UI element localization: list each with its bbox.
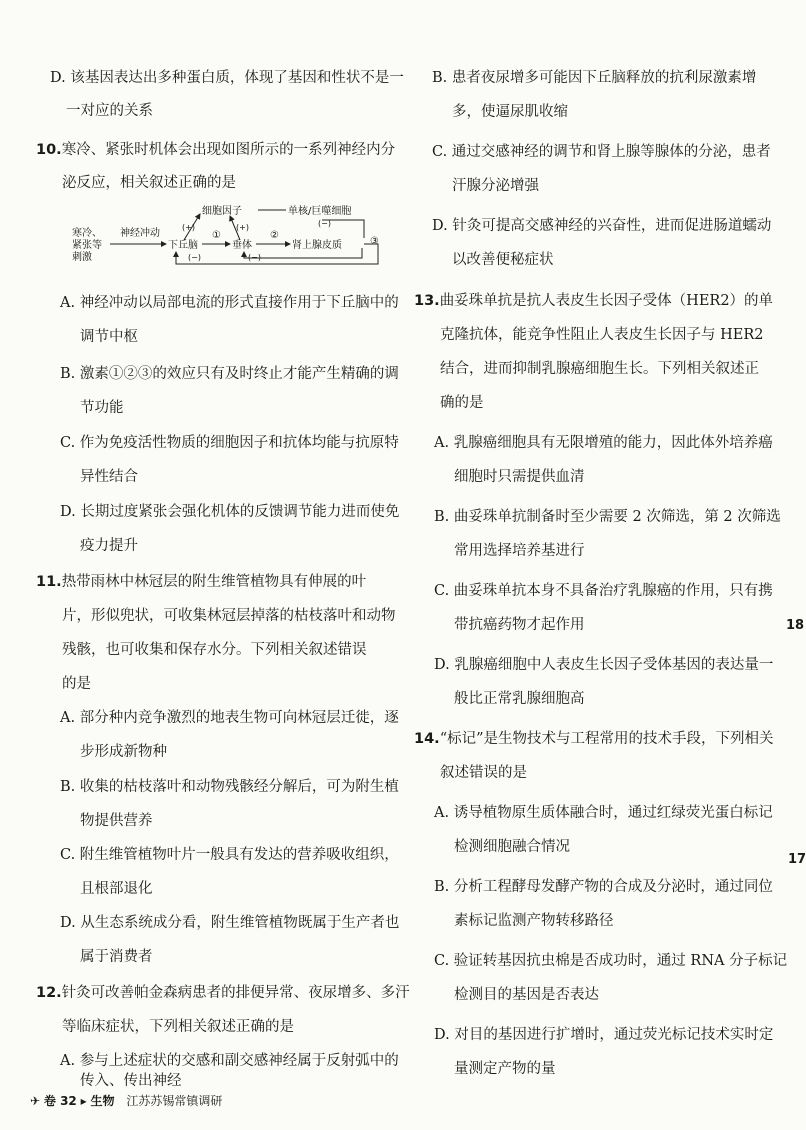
q13-option-b-line2: 常用选择培养基进行 — [454, 543, 585, 559]
q10-option-a-line1: A. 神经冲动以局部电流的形式直接作用于下丘脑中的 — [60, 295, 399, 311]
q12-option-c-line2: 汗腺分泌增强 — [452, 178, 539, 194]
q11-stem-line4: 的是 — [62, 676, 91, 692]
diagram-cytokine: 细胞因子 — [202, 206, 242, 217]
q11-number: 11. — [36, 574, 62, 590]
diagram-circle-1: ① — [212, 230, 221, 241]
q12-option-a-line1: A. 参与上述症状的交感和副交感神经属于反射弧中的 — [60, 1053, 399, 1069]
q13-option-c-line2: 带抗癌药物才起作用 — [454, 617, 585, 633]
q12-stem-line1: 12.针灸可改善帕金森病患者的排便异常、夜尿增多、多汗 — [36, 985, 410, 1001]
diagram-monocyte: 单核/巨噬细胞 — [288, 206, 352, 217]
q10-stem-line1: 10.寒冷、紧张时机体会出现如图所示的一系列神经内分 — [36, 142, 396, 158]
q10-number: 10. — [36, 142, 62, 158]
q12-option-b-line1: B. 患者夜尿增多可能因下丘脑释放的抗利尿激素增 — [432, 70, 757, 86]
q13-option-a-line2: 细胞时只需提供血清 — [454, 469, 585, 485]
q11-option-c-line1: C. 附生维管植物叶片一般具有发达的营养吸收组织， — [60, 847, 399, 863]
q12-stem-line2: 等临床症状，下列相关叙述正确的是 — [62, 1019, 294, 1035]
q11-option-a-line2: 步形成新物种 — [80, 744, 167, 760]
q12-option-a-line2: 传入、传出神经 — [80, 1073, 182, 1089]
q12-number: 12. — [36, 985, 62, 1001]
footer-page-label: 卷 32 — [43, 1094, 77, 1108]
q10-option-a-line2: 调节中枢 — [80, 329, 138, 345]
diagram-pituitary: 垂体 — [232, 240, 252, 251]
q10-option-b-line1: B. 激素①②③的效应只有及时终止才能产生精确的调 — [60, 366, 399, 382]
diagram-nerve-impulse: 神经冲动 — [120, 228, 160, 239]
q14-option-d-line1: D. 对目的基因进行扩增时，通过荧光标记技术实时定 — [434, 1027, 774, 1043]
q14-stem-line2: 叙述错误的是 — [440, 765, 527, 781]
q13-stem-line2: 克隆抗体，能竞争性阻止人表皮生长因子与 HER2 — [440, 327, 764, 343]
q14-option-c-line1: C. 验证转基因抗虫棉是否成功时，通过 RNA 分子标记 — [434, 953, 788, 969]
q12-option-d-line1: D. 针灸可提高交感神经的兴奋性，进而促进肠道蠕动 — [432, 218, 772, 234]
q11-option-d-line1: D. 从生态系统成分看，附生维管植物既属于生产者也 — [60, 915, 400, 931]
diagram-plus-1: (+) — [182, 223, 195, 232]
footer-subject: 生物 — [90, 1094, 115, 1108]
q10-option-c-line2: 异性结合 — [80, 469, 138, 485]
q10-option-b-line2: 节功能 — [80, 400, 124, 416]
q14-option-c-line2: 检测目的基因是否表达 — [454, 987, 599, 1003]
q10-option-d-line2: 疫力提升 — [80, 538, 138, 554]
diagram-plus-2: (+) — [236, 223, 249, 232]
diagram-stimulus-line3: 刺激 — [72, 252, 92, 263]
q13-stem-line1: 13.曲妥珠单抗是抗人表皮生长因子受体（HER2）的单 — [414, 293, 774, 309]
q14-stem-line1: 14.“标记”是生物技术与工程常用的技术手段，下列相关 — [414, 731, 774, 747]
diagram-hypothalamus: 下丘脑 — [168, 240, 198, 251]
q12-option-c-line1: C. 通过交感神经的调节和肾上腺等腺体的分泌，患者 — [432, 144, 771, 160]
q11-option-a-line1: A. 部分种内竞争激烈的地表生物可向林冠层迁徙，逐 — [60, 710, 399, 726]
diagram-minus-1: (−) — [318, 219, 331, 228]
diagram-circle-3: ③ — [370, 236, 379, 247]
q13-stem-line4: 确的是 — [440, 395, 484, 411]
q14-option-d-line2: 量测定产物的量 — [454, 1061, 556, 1077]
footer-source: 江苏苏锡常镇调研 — [126, 1094, 223, 1108]
q14-number: 14. — [414, 731, 440, 747]
q11-option-d-line2: 属于消费者 — [80, 949, 153, 965]
page-footer — [30, 1092, 222, 1109]
q14-option-b-line2: 素标记监测产物转移路径 — [454, 913, 614, 929]
q12-option-d-line2: 以改善便秘症状 — [452, 252, 554, 268]
q11-option-b-line2: 物提供营养 — [80, 813, 153, 829]
q13-option-d-line2: 般比正常乳腺细胞高 — [454, 691, 585, 707]
q10-option-d-line1: D. 长期过度紧张会强化机体的反馈调节能力进而使免 — [60, 504, 400, 520]
q11-option-c-line2: 且根部退化 — [80, 881, 153, 897]
q10-stem-line2: 泌反应，相关叙述正确的是 — [62, 175, 236, 191]
q10-option-c-line1: C. 作为免疫活性物质的细胞因子和抗体均能与抗原特 — [60, 435, 399, 451]
q11-stem-line2: 片，形似兜状，可收集林冠层掉落的枯枝落叶和动物 — [62, 608, 396, 624]
q13-option-a-line1: A. 乳腺癌细胞具有无限增殖的能力，因此体外培养癌 — [434, 435, 773, 451]
diagram-stimulus-line1: 寒冷、 — [72, 228, 102, 239]
margin-mark-18: 18 — [786, 618, 805, 633]
q13-option-b-line1: B. 曲妥珠单抗制备时至少需要 2 次筛选，第 2 次筛选 — [434, 509, 781, 525]
q9-option-d-line1: D. 该基因表达出多种蛋白质，体现了基因和性状不是一 — [50, 70, 404, 86]
diagram-adrenal-cortex: 肾上腺皮质 — [292, 240, 342, 251]
q13-stem-line3: 结合，进而抑制乳腺癌细胞生长。下列相关叙述正 — [440, 361, 759, 377]
q9-option-d-line2: 一对应的关系 — [66, 103, 153, 119]
q12-option-b-line2: 多，使逼尿肌收缩 — [452, 104, 568, 120]
diagram-stimulus-line2: 紧张等 — [72, 240, 102, 251]
q14-option-a-line1: A. 诱导植物原生质体融合时，通过红绿荧光蛋白标记 — [434, 805, 773, 821]
q10-neuroendocrine-diagram — [72, 204, 392, 276]
q11-option-b-line1: B. 收集的枯枝落叶和动物残骸经分解后，可为附生植 — [60, 779, 399, 795]
q14-option-b-line1: B. 分析工程酵母发酵产物的合成及分泌时，通过同位 — [434, 879, 773, 895]
chevron-right-icon: ▸ — [80, 1094, 87, 1108]
diagram-circle-2: ② — [270, 230, 279, 241]
q13-number: 13. — [414, 293, 440, 309]
diagram-minus-2: (−) — [188, 253, 201, 262]
q13-option-c-line1: C. 曲妥珠单抗本身不具备治疗乳腺癌的作用，只有携 — [434, 583, 773, 599]
q13-option-d-line1: D. 乳腺癌细胞中人表皮生长因子受体基因的表达量一 — [434, 657, 774, 673]
q11-stem-line1: 11.热带雨林中林冠层的附生维管植物具有伸展的叶 — [36, 574, 367, 590]
paper-plane-icon: ✈ — [30, 1094, 41, 1108]
diagram-minus-3: (−) — [248, 253, 261, 262]
q11-stem-line3: 残骸，也可收集和保存水分。下列相关叙述错误 — [62, 642, 367, 658]
q14-option-a-line2: 检测细胞融合情况 — [454, 839, 570, 855]
margin-mark-17: 17 — [788, 852, 806, 867]
